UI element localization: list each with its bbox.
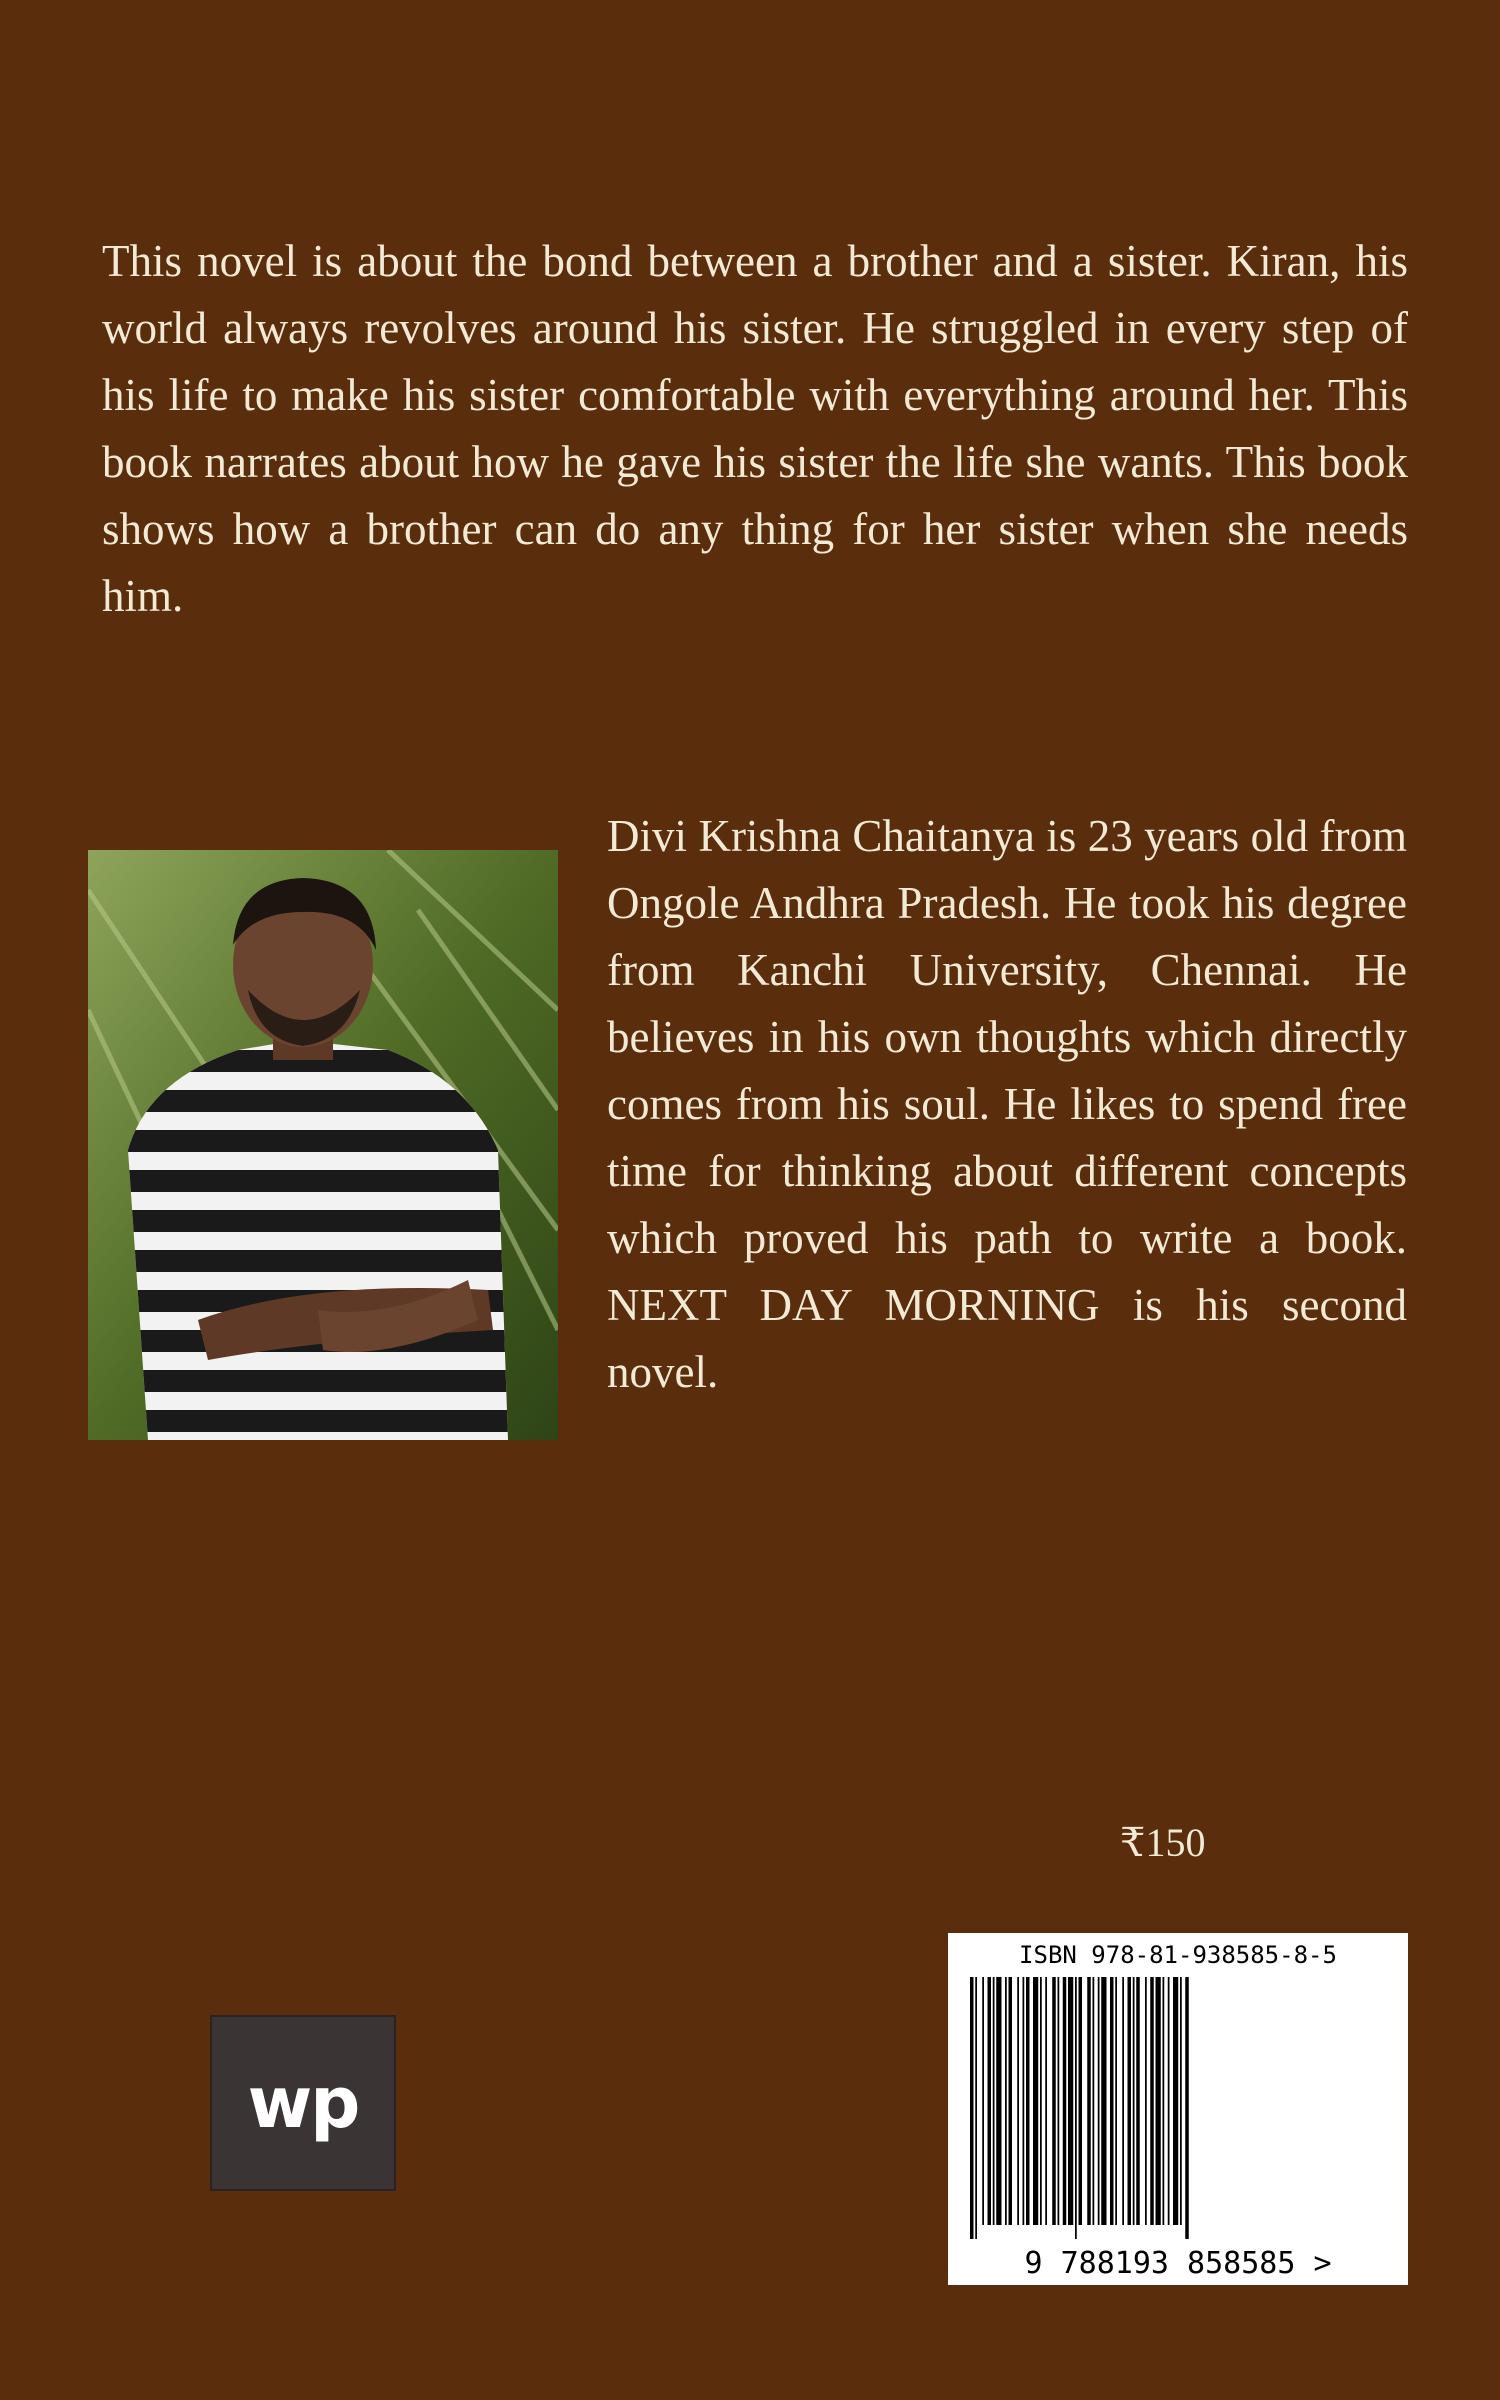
price-label: ₹150	[1120, 1820, 1206, 1865]
barcode-bar	[1133, 1977, 1135, 2225]
author-photo	[88, 850, 558, 1440]
barcode-bar	[1075, 1977, 1077, 2239]
barcode-bar	[1115, 1977, 1117, 2225]
barcode-bar	[1005, 1977, 1007, 2225]
book-synopsis: This novel is about the bond between a brother and a sister. Kiran, his world always revolves around his sister. He struggled in every step of his life to make his sister comfortable with everything around her. This book narrates about how he gave his sister the life she wants. This book shows how a brother can do any thing for her sister when she needs him.	[102, 236, 1408, 621]
barcode-bar	[1023, 1977, 1025, 2225]
barcode-bar	[1017, 1977, 1019, 2225]
barcode-bar	[1163, 1977, 1165, 2225]
barcode-bar	[1110, 1977, 1114, 2225]
barcode-bar	[1045, 1977, 1047, 2225]
barcode-bar	[988, 1977, 992, 2225]
barcode-bar	[1145, 1977, 1147, 2225]
barcode-digits: 9 788193 858585 >	[1024, 2246, 1332, 2281]
barcode-bar	[1156, 1977, 1161, 2225]
barcode-bar	[996, 1977, 1001, 2225]
barcode-bar	[982, 1977, 984, 2225]
barcode-bar	[1122, 1977, 1124, 2225]
barcode-bar	[993, 1977, 995, 2225]
barcode-bar	[1033, 1977, 1038, 2225]
barcode-bar	[1150, 1977, 1154, 2225]
barcode-bar	[1040, 1977, 1042, 2225]
barcode-bar	[1173, 1977, 1178, 2225]
publisher-logo	[210, 2015, 396, 2191]
isbn-label: ISBN 978-81-938585-8-5	[1019, 1941, 1337, 1969]
barcode-bar	[1185, 1977, 1189, 2239]
barcode-bar	[1128, 1977, 1132, 2225]
barcode-bar	[1026, 1977, 1030, 2225]
barcode-bar	[1098, 1977, 1100, 2225]
barcode-bar	[1180, 1977, 1182, 2225]
barcode-bar	[1052, 1977, 1056, 2225]
barcode-bar	[975, 1977, 977, 2239]
barcode-bar	[1136, 1977, 1140, 2225]
barcode-bar	[1168, 1977, 1170, 2225]
barcode-bar	[1068, 1977, 1073, 2225]
barcode-bar	[1009, 1977, 1013, 2225]
author-bio: Divi Krishna Chaitanya is 23 years old from Ongole Andhra Pradesh. He took his degree from Kanchi University, Chennai. He believes in his own thoughts which directly comes from his soul. He likes to spend free time for thinking about different concepts which proved his path to write a book. NEXT DAY MORNING is his second novel.	[607, 811, 1407, 1397]
isbn-barcode	[948, 1933, 1408, 2285]
barcode-bar	[1087, 1977, 1091, 2225]
barcode-bar	[1063, 1977, 1067, 2225]
barcode-bar	[1058, 1977, 1060, 2225]
barcode-bar	[1093, 1977, 1095, 2225]
barcode-bars	[970, 1977, 1189, 2239]
barcode-bar	[1101, 1977, 1106, 2225]
publisher-logo-text: wp	[247, 2062, 359, 2144]
barcode-bar	[1079, 1977, 1083, 2225]
barcode-bar	[970, 1977, 974, 2239]
